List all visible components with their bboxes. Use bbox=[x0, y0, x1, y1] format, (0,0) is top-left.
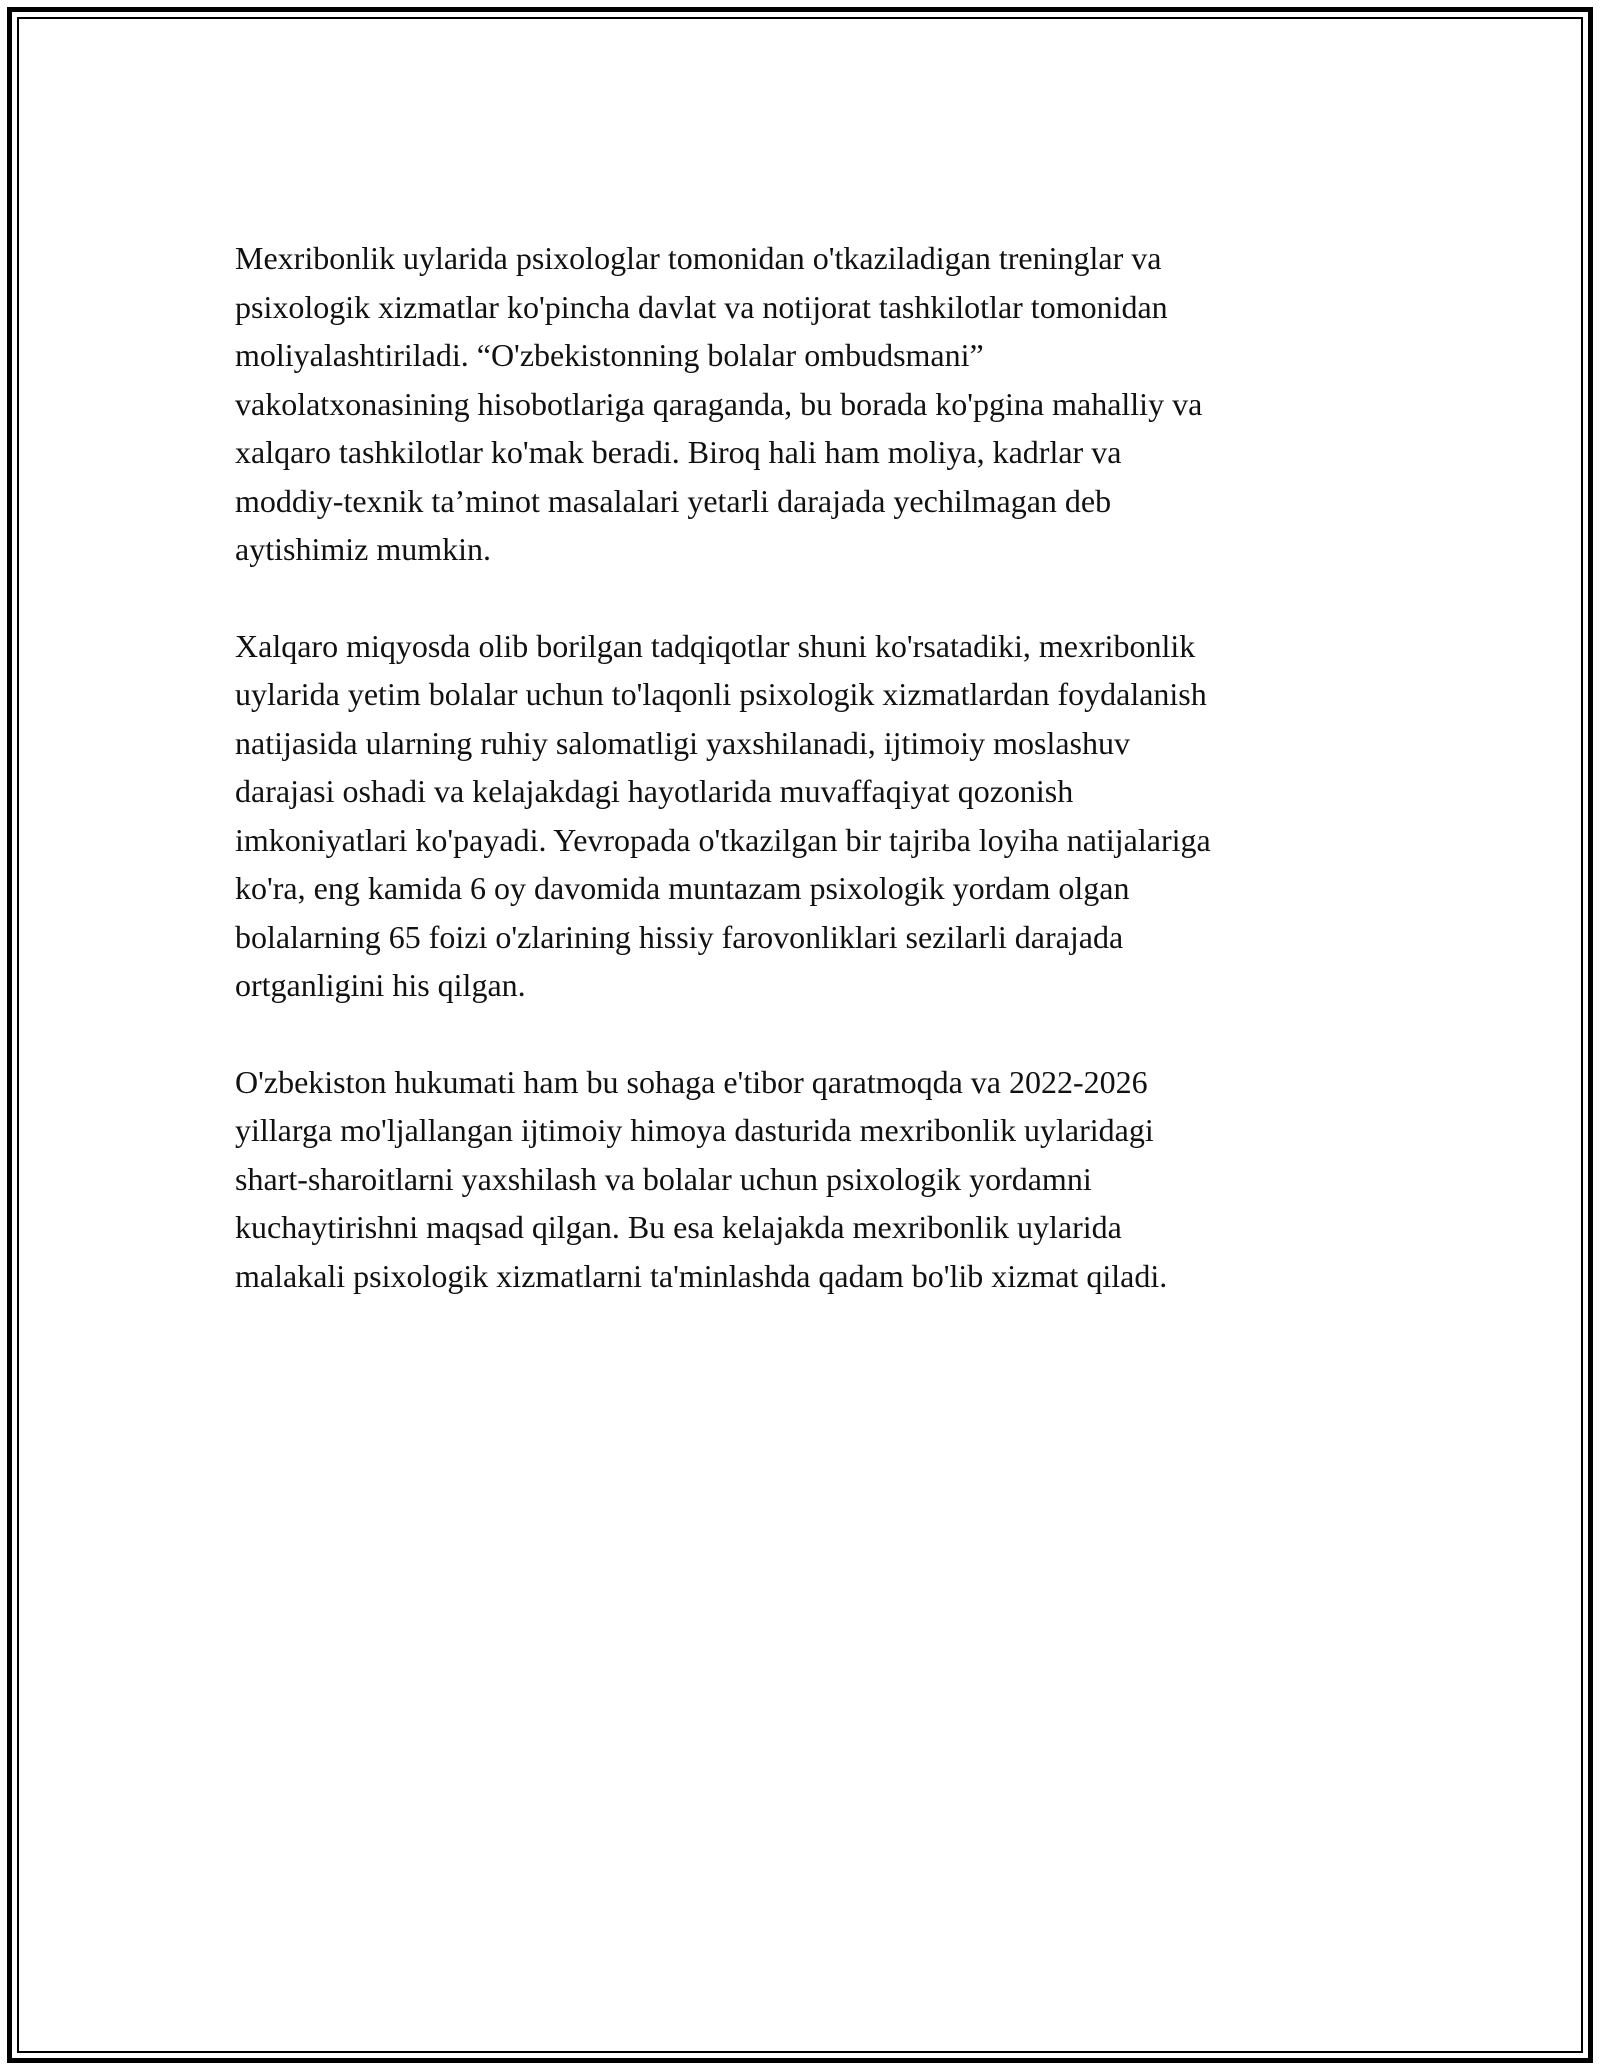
text-line: malakali psixologik xizmatlarni ta'minlashda qadam bo'lib xizmat qiladi. bbox=[235, 1257, 1168, 1294]
text-line: ko'ra, eng kamida 6 oy davomida muntazam psixologik yordam olgan bbox=[235, 870, 1130, 906]
text-line: natijasida ularning ruhiy salomatligi yaxshilanadi, ijtimoiy moslashuv bbox=[235, 724, 1130, 761]
text-line: bolalarning 65 foizi o'zlarining hissiy farovonliklari sezilarli darajada bbox=[235, 918, 1124, 955]
text-line: xalqaro tashkilotlar ko'mak beradi. Biroq hali ham moliya, kadrlar va bbox=[235, 434, 1122, 470]
text-line: darajasi oshadi va kelajakdagi hayotlarida muvaffaqiyat qozonish bbox=[235, 773, 1074, 809]
text-line: psixologik xizmatlar ko'pincha davlat va notijorat tashkilotlar tomonidan bbox=[235, 288, 1168, 325]
text-line: moddiy-texnik ta’minot masalalari yetarli darajada yechilmagan deb bbox=[235, 482, 1112, 519]
text-line: ortganligini his qilgan. bbox=[235, 967, 526, 1003]
text-line: Xalqaro miqyosda olib borilgan tadqiqotlar shuni ko'rsatadiki, mexribonlik bbox=[235, 627, 1196, 664]
paragraph-3 bbox=[235, 1058, 1355, 1301]
text-line: yillarga mo'ljallangan ijtimoiy himoya dasturida mexribonlik uylaridagi bbox=[235, 1112, 1154, 1148]
text-line: uylarida yetim bolalar uchun to'laqonli psixologik xizmatlardan foydalanish bbox=[235, 676, 1207, 712]
text-line: Mexribonlik uylarida psixologlar tomonidan o'tkaziladigan treninglar va bbox=[235, 240, 1162, 276]
paragraph-1 bbox=[235, 234, 1355, 574]
document-body bbox=[235, 234, 1355, 1348]
paragraph-2 bbox=[235, 622, 1355, 1010]
text-line: vakolatxonasining hisobotlariga qaraganda, bu borada ko'pgina mahalliy va bbox=[235, 385, 1203, 422]
text-line: shart-sharoitlarni yaxshilash va bolalar uchun psixologik yordamni bbox=[235, 1160, 1092, 1197]
text-line: moliyalashtiriladi. “O'zbekistonning bolalar ombudsmani” bbox=[235, 337, 984, 373]
text-line: O'zbekiston hukumati ham bu sohaga e'tibor qaratmoqda va 2022-2026 bbox=[235, 1063, 1148, 1100]
text-line: kuchaytirishni maqsad qilgan. Bu esa kelajakda mexribonlik uylarida bbox=[235, 1209, 1122, 1245]
text-line: aytishimiz mumkin. bbox=[235, 531, 491, 567]
text-line: imkoniyatlari ko'payadi. Yevropada o'tkazilgan bir tajriba loyiha natijalariga bbox=[235, 821, 1211, 858]
